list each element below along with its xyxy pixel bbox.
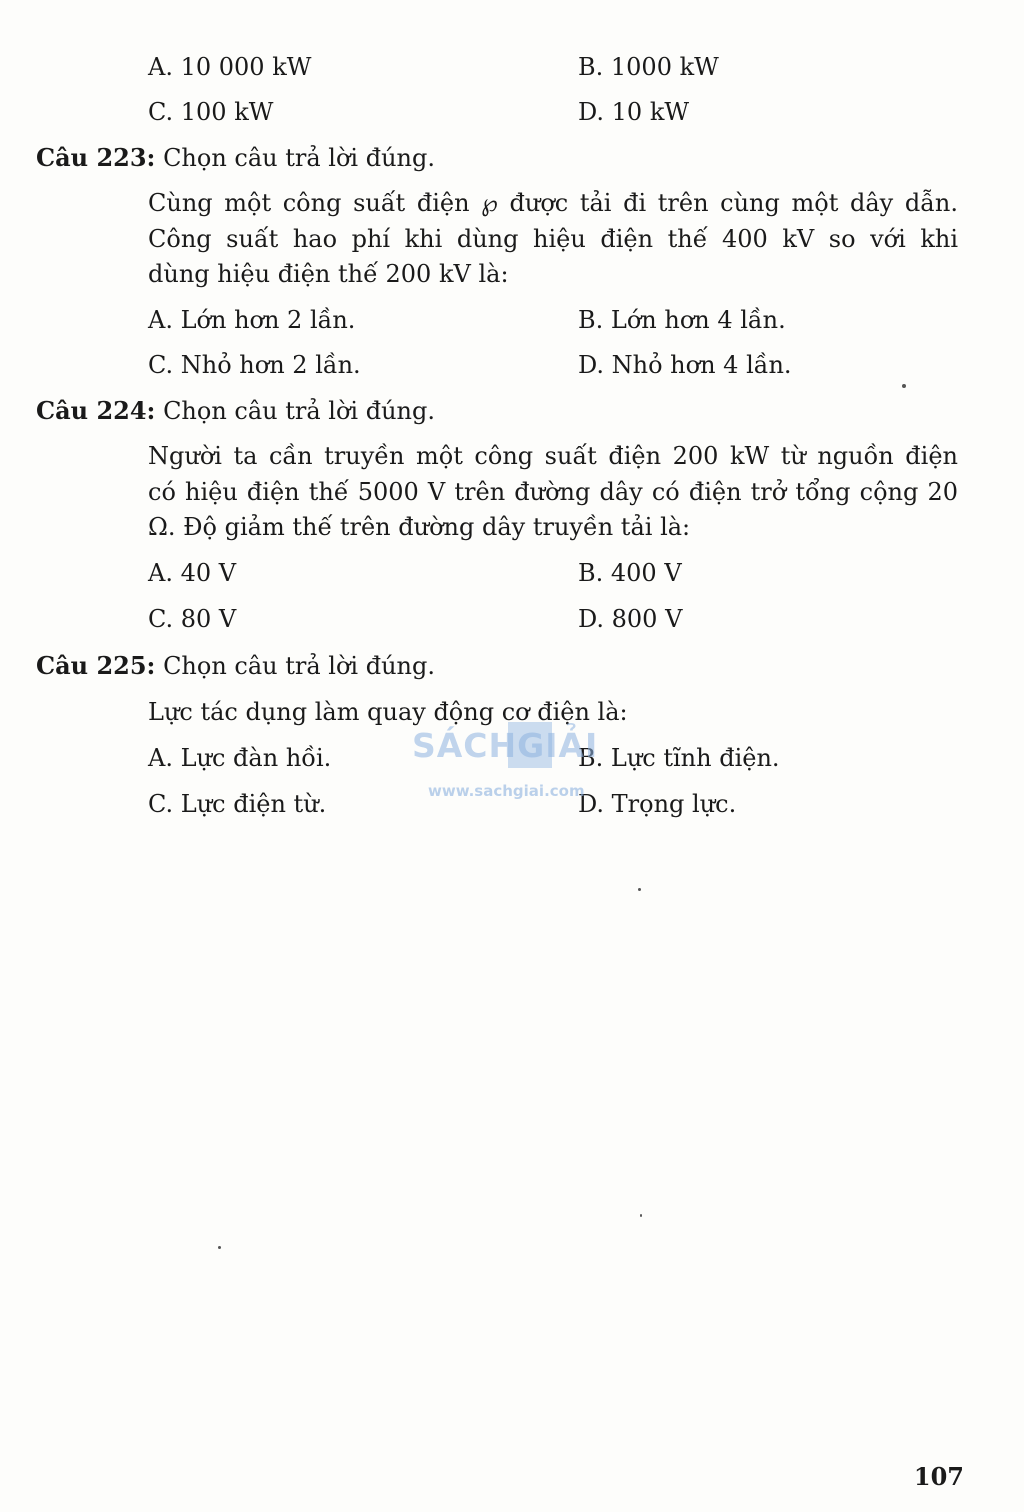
- q223-label: Câu 223:: [36, 143, 156, 172]
- q224-option-a: A. 40 V: [148, 559, 237, 587]
- q225-option-a: A. Lực đàn hồi.: [148, 744, 332, 772]
- q223-prompt: Chọn câu trả lời đúng.: [163, 144, 436, 172]
- watermark-url: www.sachgiai.com: [428, 782, 585, 800]
- q224-stem-line-2: có hiệu điện thế 5000 V trên đường dây có điện trở tổng cộng 20: [148, 478, 958, 506]
- q224-option-d: D. 800 V: [578, 605, 683, 633]
- watermark-brand: SÁCHGIẢI: [412, 726, 599, 765]
- q224-option-c: C. 80 V: [148, 605, 237, 633]
- q225-option-b: B. Lực tĩnh điện.: [578, 744, 780, 772]
- q223-stem-line-2: Công suất hao phí khi dùng hiệu điện thế 400 kV so với khi: [148, 225, 958, 253]
- q224-header: [36, 396, 435, 426]
- q224-stem-line-3: Ω. Độ giảm thế trên đường dây truyền tải là:: [148, 513, 691, 541]
- page-number: 107: [913, 1462, 964, 1491]
- q225-label: Câu 225:: [36, 651, 156, 680]
- q222-option-a: A. 10 000 kW: [148, 53, 312, 81]
- q225-prompt: Chọn câu trả lời đúng.: [163, 652, 436, 680]
- q223-option-c: C. Nhỏ hơn 2 lần.: [148, 351, 361, 379]
- scan-speck: [218, 1246, 221, 1249]
- q222-option-c: C. 100 kW: [148, 98, 274, 126]
- q223-option-b: B. Lớn hơn 4 lần.: [578, 306, 786, 334]
- q223-option-a: A. Lớn hơn 2 lần.: [148, 306, 356, 334]
- q223-header: [36, 143, 435, 173]
- scan-speck: [638, 888, 641, 891]
- q222-option-b: B. 1000 kW: [578, 53, 719, 81]
- watermark-g-block: [508, 722, 552, 768]
- q224-stem-line-1: Người ta cần truyền một công suất điện 200 kW từ nguồn điện: [148, 442, 958, 470]
- q225-stem-line-1: Lực tác dụng làm quay động cơ điện là:: [148, 698, 628, 726]
- q223-stem-line-3: dùng hiệu điện thế 200 kV là:: [148, 260, 509, 288]
- scan-speck: [902, 384, 906, 388]
- q223-option-d: D. Nhỏ hơn 4 lần.: [578, 351, 792, 379]
- q225-option-c: C. Lực điện từ.: [148, 790, 327, 818]
- q225-option-d: D. Trọng lực.: [578, 790, 737, 818]
- q222-option-d: D. 10 kW: [578, 98, 690, 126]
- q224-prompt: Chọn câu trả lời đúng.: [163, 397, 436, 425]
- q224-option-b: B. 400 V: [578, 559, 682, 587]
- q225-header: [36, 651, 435, 681]
- q223-stem-line-1: Cùng một công suất điện ℘ được tải đi trên cùng một dây dẫn.: [148, 189, 958, 217]
- q224-label: Câu 224:: [36, 396, 156, 425]
- scan-speck: [640, 1214, 642, 1217]
